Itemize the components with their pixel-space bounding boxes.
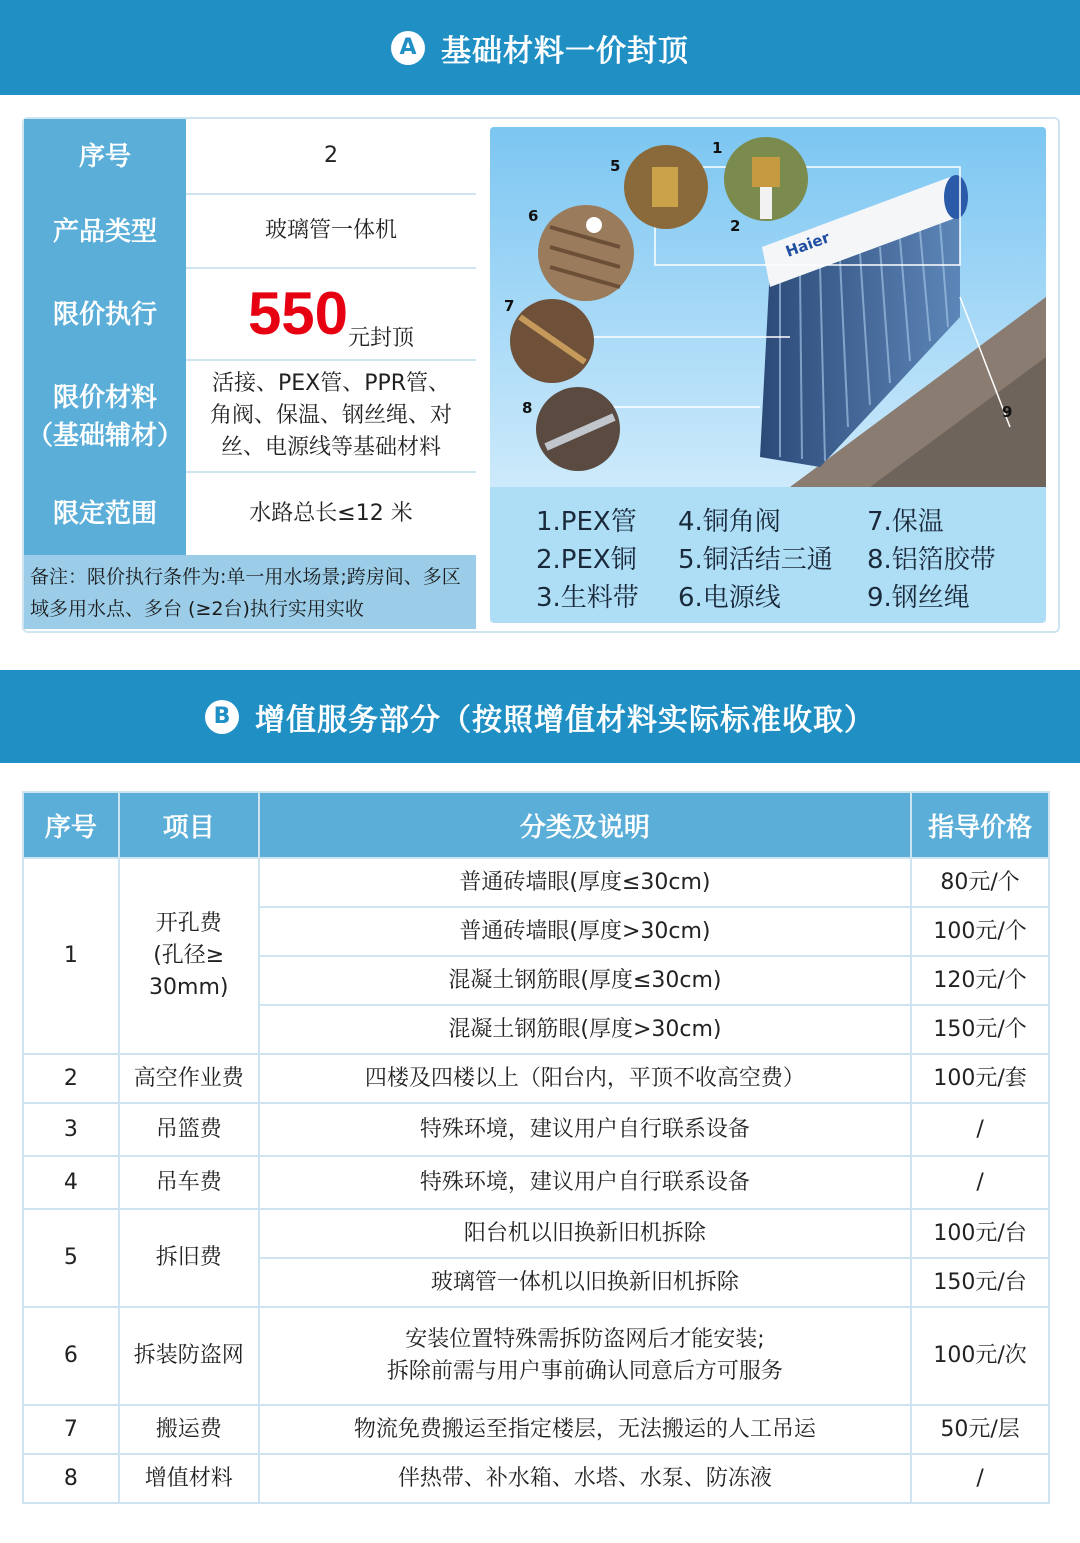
legend-item: 8.铝箔胶带 xyxy=(867,545,996,575)
cell-price: / xyxy=(911,1454,1049,1503)
material-legend xyxy=(490,487,1046,617)
cell-item: 拆装防盗网 xyxy=(119,1307,259,1405)
legend-item: 9.钢丝绳 xyxy=(867,583,970,613)
cell-price: 50元/层 xyxy=(911,1405,1049,1454)
row-price-cap xyxy=(24,269,476,361)
value-capped-materials: 活接、PEX管、PPR管、 角阀、保温、钢丝绳、对 丝、电源线等基础材料 xyxy=(186,361,476,473)
legend-item: 6.电源线 xyxy=(678,583,781,613)
cell-serial: 8 xyxy=(23,1454,119,1503)
callout-9: 9 xyxy=(1002,403,1013,421)
cell-item: 开孔费 (孔径≥ 30mm) xyxy=(119,858,259,1054)
header-description: 分类及说明 xyxy=(259,792,912,858)
cell-item: 增值材料 xyxy=(119,1454,259,1503)
section-b-badge: B xyxy=(205,700,239,734)
cell-item: 拆旧费 xyxy=(119,1209,259,1307)
cell-description: 混凝土钢筋眼(厚度>30cm) xyxy=(259,1005,912,1054)
row-product-type xyxy=(24,195,476,269)
cell-price: 100元/套 xyxy=(911,1054,1049,1103)
cell-price: 120元/个 xyxy=(911,956,1049,1005)
cell-price: 100元/台 xyxy=(911,1209,1049,1258)
table-row xyxy=(23,1307,1049,1405)
brand-text: Haier xyxy=(783,228,833,261)
cell-price: 150元/台 xyxy=(911,1258,1049,1307)
cell-description: 普通砖墙眼(厚度>30cm) xyxy=(259,907,912,956)
cell-description: 普通砖墙眼(厚度≤30cm) xyxy=(259,858,912,907)
value-serial: 2 xyxy=(186,119,476,195)
base-material-panel xyxy=(22,117,1060,633)
row-scope xyxy=(24,473,476,555)
legend-item: 3.生料带 xyxy=(536,583,639,613)
legend-item: 7.保温 xyxy=(867,507,944,537)
table-row xyxy=(23,1103,1049,1156)
legend-item: 5.铜活结三通 xyxy=(678,545,833,575)
header-price: 指导价格 xyxy=(911,792,1049,858)
cell-item: 高空作业费 xyxy=(119,1054,259,1103)
cell-serial: 4 xyxy=(23,1156,119,1209)
cell-description: 混凝土钢筋眼(厚度≤30cm) xyxy=(259,956,912,1005)
section-b-header xyxy=(0,670,1080,763)
cell-price: 100元/次 xyxy=(911,1307,1049,1405)
cell-description: 物流免费搬运至指定楼层，无法搬运的人工吊运 xyxy=(259,1405,912,1454)
section-b-title: 增值服务部分（按照增值材料实际标准收取） xyxy=(255,702,875,738)
legend-item: 4.铜角阀 xyxy=(678,507,781,537)
callout-6: 6 xyxy=(528,207,539,225)
cell-serial: 2 xyxy=(23,1054,119,1103)
table-row xyxy=(23,1054,1049,1103)
cell-serial: 7 xyxy=(23,1405,119,1454)
product-illustration xyxy=(490,127,1046,623)
cell-description: 安装位置特殊需拆防盗网后才能安装; 拆除前需与用户事前确认同意后方可服务 xyxy=(259,1307,912,1405)
table-header-row xyxy=(23,792,1049,858)
callout-1: 1 xyxy=(712,139,723,157)
table-row xyxy=(23,1405,1049,1454)
price-cap-unit: 元封顶 xyxy=(348,326,415,351)
row-serial xyxy=(24,119,476,195)
callout-5: 5 xyxy=(610,157,621,175)
header-item: 项目 xyxy=(119,792,259,858)
cell-serial: 3 xyxy=(23,1103,119,1156)
table-row xyxy=(23,1209,1049,1258)
label-price-cap: 限价执行 xyxy=(24,269,186,361)
cell-serial: 6 xyxy=(23,1307,119,1405)
cell-description: 特殊环境，建议用户自行联系设备 xyxy=(259,1103,912,1156)
cell-item: 吊车费 xyxy=(119,1156,259,1209)
value-price-cap xyxy=(186,269,476,361)
remark-note: 备注：限价执行条件为:单一用水场景;跨房间、多区域多用水点、多台 (≥2台)执行实用实收 xyxy=(24,555,476,629)
legend-item: 1.PEX管 xyxy=(536,507,637,537)
callout-8: 8 xyxy=(522,399,533,417)
table-row xyxy=(23,858,1049,907)
cell-description: 特殊环境，建议用户自行联系设备 xyxy=(259,1156,912,1209)
cell-item: 吊篮费 xyxy=(119,1103,259,1156)
label-capped-materials: 限价材料 （基础辅材） xyxy=(24,361,186,473)
cell-description: 玻璃管一体机以旧换新旧机拆除 xyxy=(259,1258,912,1307)
solar-heater-illustration xyxy=(490,127,1046,487)
cell-price: / xyxy=(911,1103,1049,1156)
legend-item: 2.PEX铜 xyxy=(536,545,637,575)
value-added-service-table xyxy=(22,791,1050,1504)
label-serial: 序号 xyxy=(24,119,186,195)
section-a-title: 基础材料一价封顶 xyxy=(441,33,689,69)
table-row xyxy=(23,1156,1049,1209)
section-a-badge: A xyxy=(391,31,425,65)
cell-item: 搬运费 xyxy=(119,1405,259,1454)
cell-price: 80元/个 xyxy=(911,858,1049,907)
row-capped-materials xyxy=(24,361,476,473)
cell-price: 150元/个 xyxy=(911,1005,1049,1054)
callout-2: 2 xyxy=(730,217,741,235)
label-scope: 限定范围 xyxy=(24,473,186,555)
cell-description: 阳台机以旧换新旧机拆除 xyxy=(259,1209,912,1258)
cell-description: 四楼及四楼以上（阳台内，平顶不收高空费） xyxy=(259,1054,912,1103)
table-row xyxy=(23,1454,1049,1503)
header-serial: 序号 xyxy=(23,792,119,858)
cell-serial: 1 xyxy=(23,858,119,1054)
value-scope: 水路总长≤12 米 xyxy=(249,501,413,526)
callout-7: 7 xyxy=(504,297,515,315)
cell-price: 100元/个 xyxy=(911,907,1049,956)
section-a-header xyxy=(0,0,1080,95)
cell-serial: 5 xyxy=(23,1209,119,1307)
price-cap-number: 550 xyxy=(247,280,349,347)
cell-price: / xyxy=(911,1156,1049,1209)
cell-description: 伴热带、补水箱、水塔、水泵、防冻液 xyxy=(259,1454,912,1503)
label-product-type: 产品类型 xyxy=(24,195,186,269)
value-product-type: 玻璃管一体机 xyxy=(186,195,476,269)
